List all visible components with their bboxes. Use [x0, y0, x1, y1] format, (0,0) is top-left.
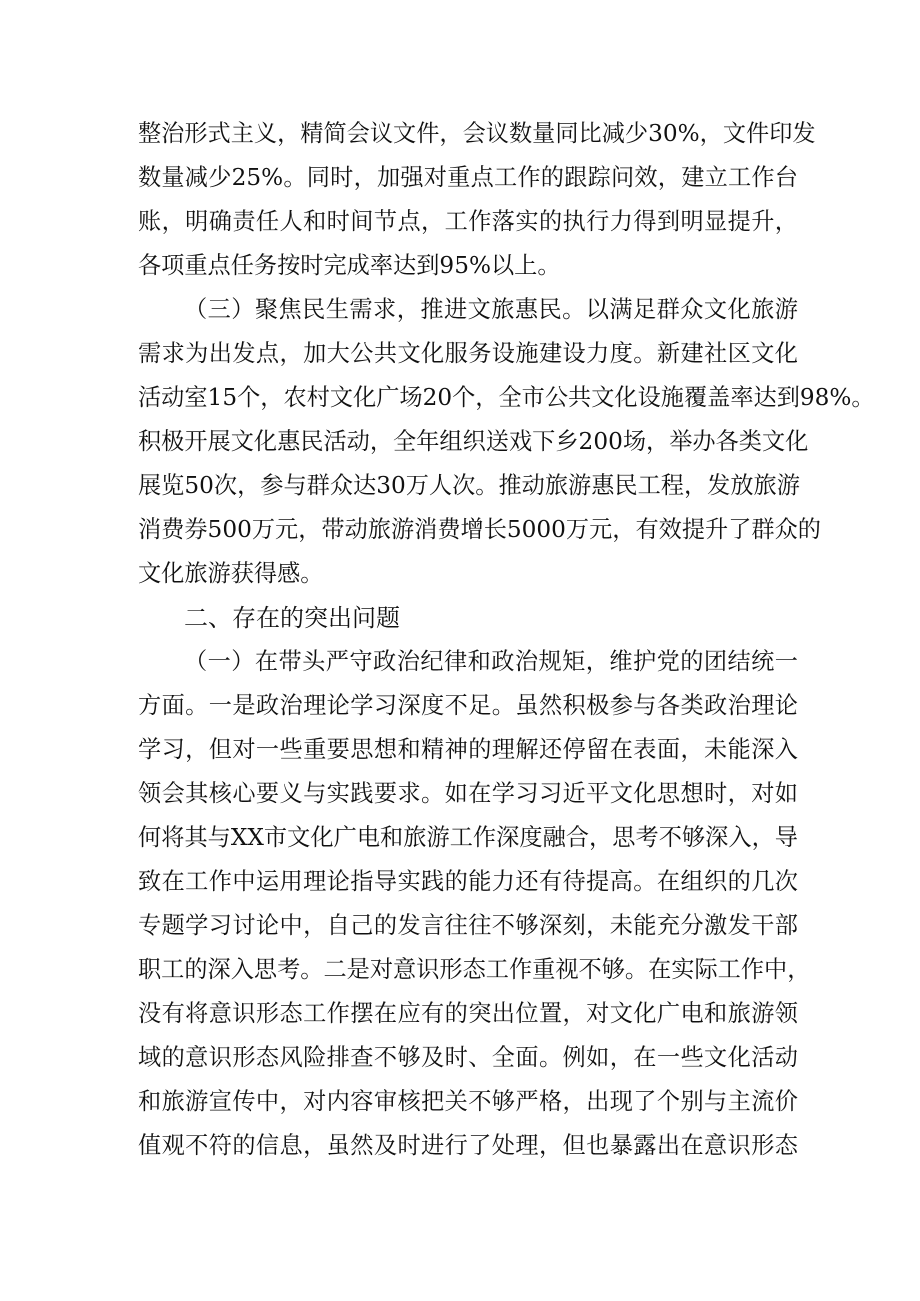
text-line: 没有将意识形态工作摆在应有的突出位置，对文化广电和旅游领 [138, 1000, 798, 1027]
paragraph-first-line: （三）聚焦民生需求，推进文旅惠民。以满足群众文化旅游 [184, 296, 798, 323]
text-line: 各项重点任务按时完成率达到95%以上。 [138, 252, 561, 279]
text-line: 域的意识形态风险排查不够及时、全面。例如，在一些文化活动 [138, 1044, 798, 1071]
text-line: 何将其与XX市文化广电和旅游工作深度融合，思考不够深入，导 [138, 824, 798, 851]
text-line: 积极开展文化惠民活动，全年组织送戏下乡200场，举办各类文化 [138, 428, 809, 455]
text-line: 整治形式主义，精简会议文件，会议数量同比减少30%，文件印发 [138, 120, 816, 147]
section-heading: 二、存在的突出问题 [184, 604, 400, 632]
text-line: 消费券500万元，带动旅游消费增长5000万元，有效提升了群众的 [138, 516, 821, 543]
text-line: 和旅游宣传中，对内容审核把关不够严格，出现了个别与主流价 [138, 1088, 798, 1115]
text-line: 账，明确责任人和时间节点，工作落实的执行力得到明显提升， [138, 208, 798, 235]
text-line: 职工的深入思考。二是对意识形态工作重视不够。在实际工作中， [138, 956, 811, 983]
text-line: 方面。一是政治理论学习深度不足。虽然积极参与各类政治理论 [138, 692, 798, 719]
text-line: 数量减少25%。同时，加强对重点工作的跟踪问效，建立工作台 [138, 164, 798, 191]
text-line: 展览50次，参与群众达30万人次。推动旅游惠民工程，发放旅游 [138, 472, 800, 499]
text-line: 值观不符的信息，虽然及时进行了处理，但也暴露出在意识形态 [138, 1132, 798, 1159]
paragraph-first-line: （一）在带头严守政治纪律和政治规矩，维护党的团结统一 [184, 648, 798, 675]
text-line: 领会其核心要义与实践要求。如在学习习近平文化思想时，对如 [138, 780, 798, 807]
text-line: 致在工作中运用理论指导实践的能力还有待提高。在组织的几次 [138, 868, 798, 895]
text-line: 需求为出发点，加大公共文化服务设施建设力度。新建社区文化 [138, 340, 798, 367]
text-line: 学习，但对一些重要思想和精神的理解还停留在表面，未能深入 [138, 736, 798, 763]
text-line: 专题学习讨论中，自己的发言往往不够深刻，未能充分激发干部 [138, 912, 798, 939]
text-line: 文化旅游获得感。 [138, 560, 324, 587]
text-line: 活动室15个，农村文化广场20个，全市公共文化设施覆盖率达到98%。 [138, 384, 875, 411]
